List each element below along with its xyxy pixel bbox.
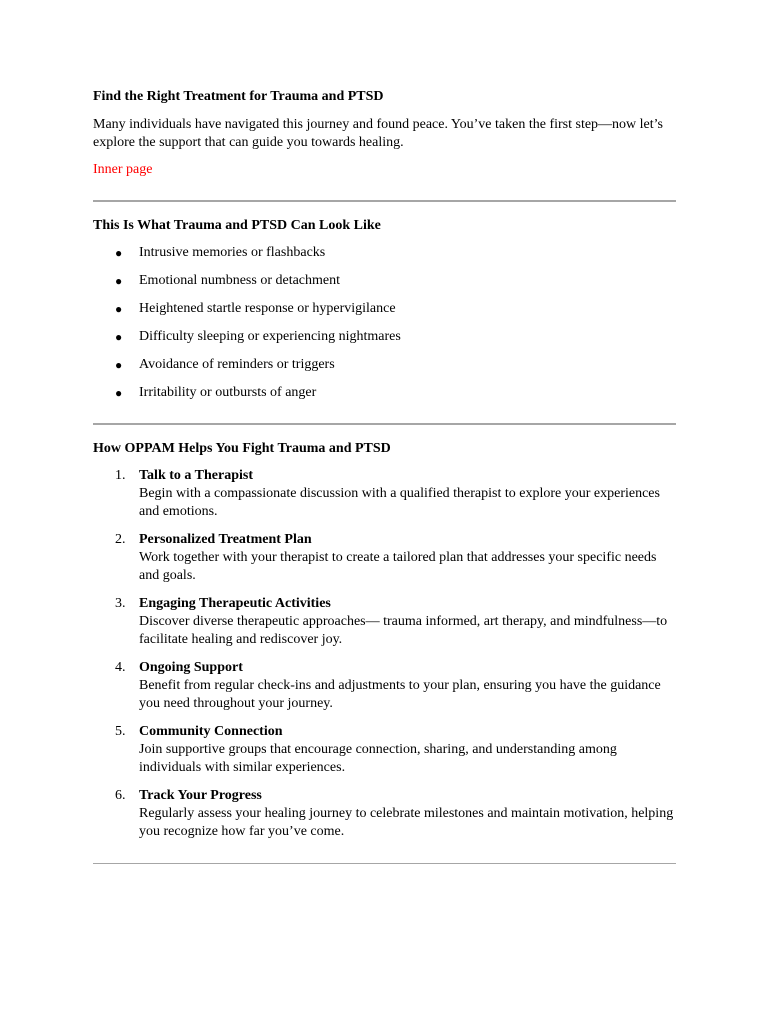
step-number: 3. <box>115 596 126 611</box>
bullet-icon: ● <box>115 330 123 344</box>
bullet-icon: ● <box>115 302 123 316</box>
bullet-icon: ● <box>115 274 123 288</box>
list-item <box>93 723 676 777</box>
step-description: Work together with your therapist to create a tailored plan that addresses your specific needs and goals. <box>139 550 657 583</box>
step-number: 2. <box>115 532 126 547</box>
step-description: Begin with a compassionate discussion with a qualified therapist to explore your experiences and emotions. <box>139 486 660 519</box>
symptom-text: Irritability or outbursts of anger <box>139 385 317 400</box>
list-item <box>93 787 676 841</box>
symptom-text: Intrusive memories or flashbacks <box>139 245 326 260</box>
step-title: Talk to a Therapist <box>139 468 253 483</box>
help-heading: How OPPAM Helps You Fight Trauma and PTSD <box>93 441 391 456</box>
list-item <box>93 272 676 300</box>
symptoms-heading: This Is What Trauma and PTSD Can Look Like <box>93 218 381 233</box>
step-description: Regularly assess your healing journey to celebrate milestones and maintain motivation, helping you recognize how far you’ve come. <box>139 806 674 839</box>
list-item <box>93 531 676 585</box>
bullet-icon: ● <box>115 386 123 400</box>
step-number: 6. <box>115 788 126 803</box>
step-description: Discover diverse therapeutic approaches— trauma informed, art therapy, and mindfulness—to facilitate healing and rediscover joy. <box>139 614 668 647</box>
symptom-text: Emotional numbness or detachment <box>139 273 341 288</box>
steps-list <box>93 467 676 851</box>
step-title: Engaging Therapeutic Activities <box>139 596 331 611</box>
section-divider <box>93 200 676 202</box>
symptom-text: Difficulty sleeping or experiencing nightmares <box>139 329 401 344</box>
intro-paragraph: Many individuals have navigated this journey and found peace. You’ve taken the first step—now let’s explore the support that can guide you towards healing. <box>93 117 663 150</box>
list-item <box>93 384 676 412</box>
step-description: Benefit from regular check-ins and adjustments to your plan, ensuring you have the guidance you need throughout your journey. <box>139 678 661 711</box>
inner-page-link[interactable]: Inner page <box>93 162 153 177</box>
step-description: Join supportive groups that encourage connection, sharing, and understanding among individuals with similar experiences. <box>139 742 617 775</box>
step-title: Track Your Progress <box>139 788 262 803</box>
list-item <box>93 595 676 649</box>
step-number: 4. <box>115 660 126 675</box>
symptom-text: Heightened startle response or hypervigilance <box>139 301 396 316</box>
list-item <box>93 300 676 328</box>
section-divider <box>93 423 676 425</box>
list-item <box>93 467 676 521</box>
step-title: Community Connection <box>139 724 283 739</box>
step-title: Personalized Treatment Plan <box>139 532 312 547</box>
bullet-icon: ● <box>115 246 123 260</box>
list-item <box>93 244 676 272</box>
symptom-text: Avoidance of reminders or triggers <box>139 357 335 372</box>
list-item <box>93 328 676 356</box>
list-item <box>93 356 676 384</box>
list-item <box>93 659 676 713</box>
intro-heading: Find the Right Treatment for Trauma and PTSD <box>93 89 384 104</box>
bullet-icon: ● <box>115 358 123 372</box>
symptoms-list <box>93 244 676 412</box>
step-number: 1. <box>115 468 126 483</box>
step-title: Ongoing Support <box>139 660 243 675</box>
step-number: 5. <box>115 724 126 739</box>
section-divider <box>93 863 676 864</box>
